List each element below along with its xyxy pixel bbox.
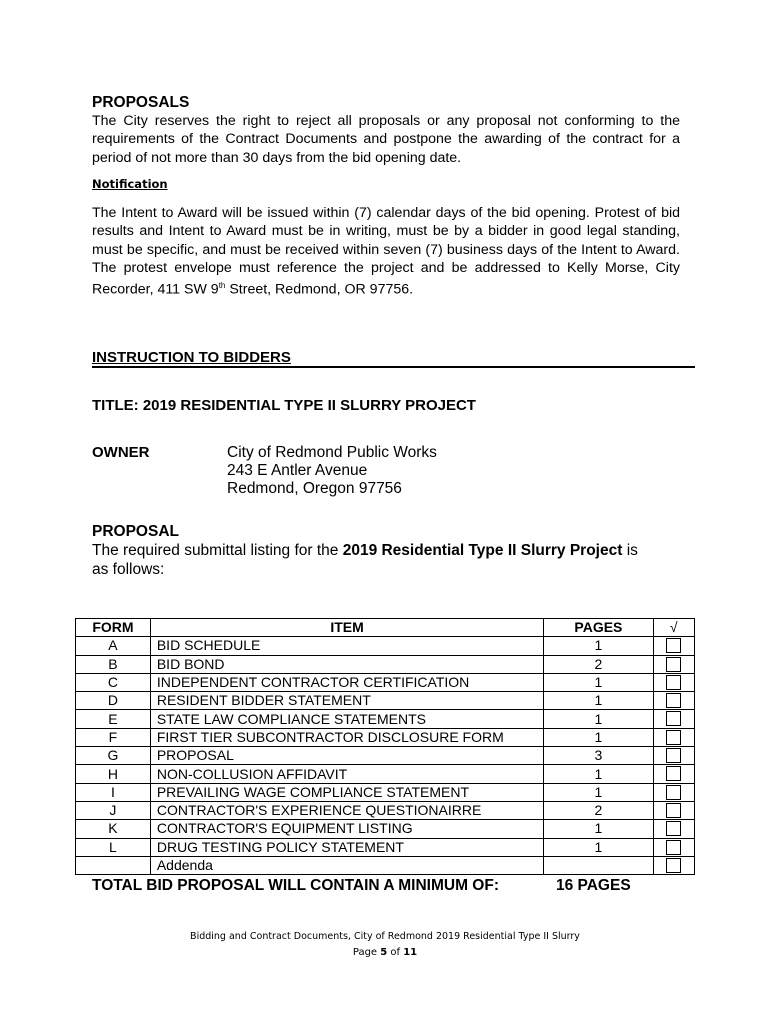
footer-document-title: Bidding and Contract Documents, City of Redmond 2019 Residential Type II Slurry xyxy=(190,931,580,942)
table-row xyxy=(76,783,695,801)
proposals-heading: PROPOSALS xyxy=(92,94,190,111)
item-name: BID SCHEDULE xyxy=(150,637,543,655)
page-of: of xyxy=(387,947,404,958)
proposal-heading: PROPOSAL xyxy=(92,523,179,540)
checkbox[interactable] xyxy=(666,821,681,836)
table-row xyxy=(76,765,695,783)
checkbox[interactable] xyxy=(666,858,681,873)
checkbox[interactable] xyxy=(666,638,681,653)
checkbox-cell xyxy=(653,637,694,655)
table-row xyxy=(76,747,695,765)
owner-line-1: City of Redmond Public Works xyxy=(227,444,437,461)
table-row xyxy=(76,838,695,856)
checkbox-cell xyxy=(653,728,694,746)
item-name: CONTRACTOR'S EXPERIENCE QUESTIONAIRRE xyxy=(150,801,543,819)
instruction-heading xyxy=(92,349,695,368)
header-pages: PAGES xyxy=(544,619,653,637)
form-letter: G xyxy=(76,747,151,765)
notification-text: The Intent to Award will be issued within (7) calendar days of the bid opening. Protest of bid results and Intent to Award must be in writing, must be by a bidder in good legal standing, must be specific, and must be received within seven (7) business days of the Intent to Award. The protest envelope must reference the project and be addressed to Kelly Morse, City Recorder, 411 SW 9 xyxy=(92,205,680,298)
form-letter: D xyxy=(76,692,151,710)
page-count: 2 xyxy=(544,801,653,819)
checkbox-cell xyxy=(653,856,694,874)
checkbox-cell xyxy=(653,747,694,765)
table-row xyxy=(76,692,695,710)
page-count: 1 xyxy=(544,783,653,801)
table-row xyxy=(76,820,695,838)
owner-line-2: 243 E Antler Avenue xyxy=(227,462,368,479)
page-count: 1 xyxy=(544,728,653,746)
checkbox-cell xyxy=(653,801,694,819)
proposal-text: The required submittal listing for the xyxy=(92,542,343,559)
form-letter: H xyxy=(76,765,151,783)
page-label: Page xyxy=(352,947,381,958)
checkbox[interactable] xyxy=(666,766,681,781)
table-row xyxy=(76,856,695,874)
checkbox[interactable] xyxy=(666,785,681,800)
page-count: 2 xyxy=(544,655,653,673)
owner-address xyxy=(227,444,437,498)
form-letter: C xyxy=(76,673,151,691)
table-header-row xyxy=(76,619,695,637)
checkbox[interactable] xyxy=(666,657,681,672)
project-title: TITLE: 2019 RESIDENTIAL TYPE II SLURRY PROJECT xyxy=(92,397,476,414)
page-total: 11 xyxy=(403,947,418,958)
page-count: 1 xyxy=(544,820,653,838)
table-row xyxy=(76,710,695,728)
page-count: 1 xyxy=(544,692,653,710)
page-count: 1 xyxy=(544,673,653,691)
notification-heading: Notification xyxy=(92,177,168,191)
form-letter: J xyxy=(76,801,151,819)
proposals-paragraph: The City reserves the right to reject all proposals or any proposal not conforming to the requirements of the Contract Documents and postpone the awarding of the contract for a period of not more than 30 days from the bid opening date. xyxy=(92,113,680,166)
notification-paragraph xyxy=(92,204,680,299)
ordinal-suffix: th xyxy=(218,281,226,291)
checkbox[interactable] xyxy=(666,675,681,690)
form-letter: B xyxy=(76,655,151,673)
item-name: NON-COLLUSION AFFIDAVIT xyxy=(150,765,543,783)
header-item: ITEM xyxy=(150,619,543,637)
checkbox[interactable] xyxy=(666,711,681,726)
checkbox-cell xyxy=(653,710,694,728)
header-check: √ xyxy=(653,619,694,637)
checkbox-cell xyxy=(653,655,694,673)
proposal-paragraph xyxy=(92,541,652,579)
notification-text-end: Street, Redmond, OR 97756. xyxy=(225,281,414,298)
checkbox[interactable] xyxy=(666,748,681,763)
page-count: 3 xyxy=(544,747,653,765)
table-row xyxy=(76,728,695,746)
instruction-heading-text: INSTRUCTION TO BIDDERS xyxy=(92,349,291,366)
item-name: PREVAILING WAGE COMPLIANCE STATEMENT xyxy=(150,783,543,801)
form-letter: K xyxy=(76,820,151,838)
page-current: 5 xyxy=(380,947,388,958)
form-letter: A xyxy=(76,637,151,655)
header-form: FORM xyxy=(76,619,151,637)
item-name: PROPOSAL xyxy=(150,747,543,765)
form-letter: L xyxy=(76,838,151,856)
checkbox[interactable] xyxy=(666,730,681,745)
form-letter: E xyxy=(76,710,151,728)
checkbox-cell xyxy=(653,673,694,691)
checkbox[interactable] xyxy=(666,803,681,818)
page-count xyxy=(544,856,653,874)
proposal-project-name: 2019 Residential Type II Slurry Project xyxy=(342,542,623,559)
item-name: DRUG TESTING POLICY STATEMENT xyxy=(150,838,543,856)
owner-label: OWNER xyxy=(92,444,150,461)
form-letter: F xyxy=(76,728,151,746)
total-label: TOTAL BID PROPOSAL WILL CONTAIN A MINIMUM OF: xyxy=(92,877,499,894)
proposal-text-end: is as follows: xyxy=(92,542,638,578)
form-letter: I xyxy=(76,783,151,801)
checkbox[interactable] xyxy=(666,693,681,708)
item-name: CONTRACTOR'S EQUIPMENT LISTING xyxy=(150,820,543,838)
checkbox-cell xyxy=(653,692,694,710)
page-count: 1 xyxy=(544,765,653,783)
footer-page-number xyxy=(0,947,770,958)
checkbox-cell xyxy=(653,838,694,856)
table-row xyxy=(76,801,695,819)
table-row xyxy=(76,673,695,691)
table-row xyxy=(76,637,695,655)
owner-line-3: Redmond, Oregon 97756 xyxy=(227,480,402,497)
page-count: 1 xyxy=(544,838,653,856)
item-name: FIRST TIER SUBCONTRACTOR DISCLOSURE FORM xyxy=(150,728,543,746)
checkbox[interactable] xyxy=(666,840,681,855)
page-count: 1 xyxy=(544,710,653,728)
item-name: RESIDENT BIDDER STATEMENT xyxy=(150,692,543,710)
total-value: 16 PAGES xyxy=(556,877,631,894)
item-name: STATE LAW COMPLIANCE STATEMENTS xyxy=(150,710,543,728)
checkbox-cell xyxy=(653,765,694,783)
table-row xyxy=(76,655,695,673)
item-name: INDEPENDENT CONTRACTOR CERTIFICATION xyxy=(150,673,543,691)
form-letter xyxy=(76,856,151,874)
submittal-table xyxy=(75,618,695,875)
page-count: 1 xyxy=(544,637,653,655)
checkbox-cell xyxy=(653,820,694,838)
item-name: BID BOND xyxy=(150,655,543,673)
item-name: Addenda xyxy=(150,856,543,874)
checkbox-cell xyxy=(653,783,694,801)
